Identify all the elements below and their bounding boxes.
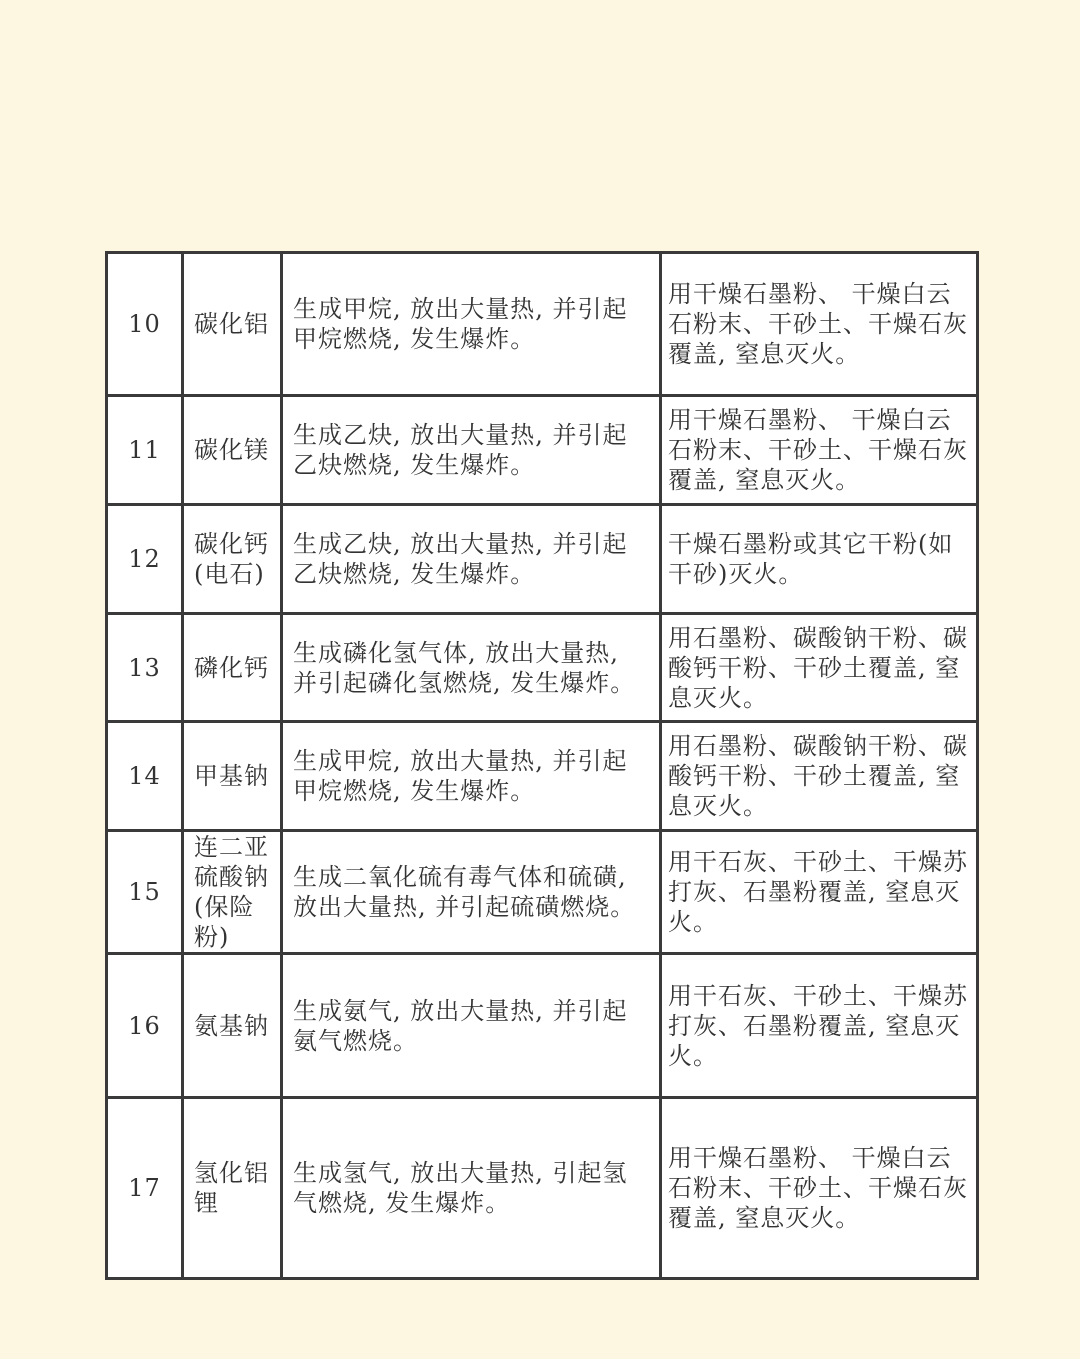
table-row [107, 1098, 978, 1279]
substance-name: 甲基钠 [194, 762, 269, 790]
reaction-cell [282, 396, 661, 505]
row-number-cell [107, 396, 183, 505]
substance-name: 氨基钠 [194, 1011, 269, 1040]
reaction-cell [282, 505, 661, 614]
substance-name-cell [183, 1098, 282, 1279]
table-row [107, 722, 978, 831]
extinguish-text: 用干燥石墨粉、 干燥白云石粉末、干砂土、干燥石灰覆盖, 窒息灭火。 [668, 406, 968, 494]
extinguish-cell [661, 954, 978, 1098]
row-number: 11 [128, 436, 161, 464]
row-number-cell [107, 722, 183, 831]
extinguish-cell [661, 831, 978, 954]
extinguish-text: 用干燥石墨粉、 干燥白云石粉末、干砂土、干燥石灰覆盖, 窒息灭火。 [668, 280, 968, 368]
extinguish-cell [661, 253, 978, 396]
row-number: 17 [128, 1174, 161, 1202]
extinguish-text: 用干石灰、干砂土、干燥苏打灰、石墨粉覆盖, 窒息灭火。 [668, 848, 968, 936]
substance-name-cell [183, 505, 282, 614]
substance-name-cell [183, 722, 282, 831]
reaction-cell [282, 253, 661, 396]
reaction-text: 生成甲烷, 放出大量热, 并引起甲烷燃烧, 发生爆炸。 [293, 295, 628, 353]
substance-name-cell [183, 831, 282, 954]
reaction-cell [282, 722, 661, 831]
reaction-text: 生成磷化氢气体, 放出大量热, 并引起磷化氢燃烧, 发生爆炸。 [293, 638, 636, 697]
row-number-cell [107, 1098, 183, 1279]
reaction-text: 生成氨气, 放出大量热, 并引起氨气燃烧。 [293, 996, 628, 1055]
substance-name: 氢化铝锂 [194, 1159, 269, 1217]
extinguish-cell [661, 505, 978, 614]
reaction-cell [282, 1098, 661, 1279]
substance-name-cell [183, 614, 282, 722]
row-number: 15 [128, 878, 161, 906]
reaction-text: 生成二氧化硫有毒气体和硫磺, 放出大量热, 并引起硫磺燃烧。 [293, 863, 636, 921]
row-number-cell [107, 505, 183, 614]
table-row [107, 505, 978, 614]
row-number: 16 [128, 1011, 161, 1040]
reaction-text: 生成乙炔, 放出大量热, 并引起乙炔燃烧, 发生爆炸。 [293, 421, 628, 479]
substance-name-cell [183, 396, 282, 505]
substance-name: 磷化钙 [194, 653, 269, 682]
extinguish-text: 用石墨粉、碳酸钠干粉、碳酸钙干粉、干砂土覆盖, 窒息灭火。 [668, 623, 968, 712]
row-number: 10 [128, 310, 161, 338]
substance-name: 连二亚硫酸钠(保险粉) [194, 833, 269, 951]
table-row [107, 396, 978, 505]
row-number-cell [107, 954, 183, 1098]
reaction-cell [282, 831, 661, 954]
table-row [107, 831, 978, 954]
extinguish-cell [661, 396, 978, 505]
row-number-cell [107, 614, 183, 722]
reaction-cell [282, 954, 661, 1098]
hazard-table [105, 251, 979, 1280]
table-row [107, 954, 978, 1098]
extinguish-text: 用石墨粉、碳酸钠干粉、碳酸钙干粉、干砂土覆盖, 窒息灭火。 [668, 732, 968, 820]
row-number: 13 [128, 653, 161, 682]
table-row [107, 614, 978, 722]
substance-name: 碳化钙(电石) [194, 530, 269, 588]
reaction-cell [282, 614, 661, 722]
substance-name: 碳化镁 [194, 436, 269, 464]
row-number-cell [107, 253, 183, 396]
substance-name-cell [183, 954, 282, 1098]
substance-name: 碳化铝 [194, 310, 269, 338]
table-row [107, 253, 978, 396]
extinguish-text: 用干燥石墨粉、 干燥白云石粉末、干砂土、干燥石灰覆盖, 窒息灭火。 [668, 1144, 968, 1232]
extinguish-text: 用干石灰、干砂土、干燥苏打灰、石墨粉覆盖, 窒息灭火。 [668, 981, 968, 1070]
extinguish-cell [661, 614, 978, 722]
reaction-text: 生成氢气, 放出大量热, 引起氢气燃烧, 发生爆炸。 [293, 1159, 628, 1217]
substance-name-cell [183, 253, 282, 396]
reaction-text: 生成甲烷, 放出大量热, 并引起甲烷燃烧, 发生爆炸。 [293, 747, 628, 805]
extinguish-cell [661, 722, 978, 831]
row-number: 14 [128, 762, 161, 790]
extinguish-cell [661, 1098, 978, 1279]
row-number-cell [107, 831, 183, 954]
extinguish-text: 干燥石墨粉或其它干粉(如干砂)灭火。 [668, 530, 954, 588]
reaction-text: 生成乙炔, 放出大量热, 并引起乙炔燃烧, 发生爆炸。 [293, 530, 628, 588]
row-number: 12 [128, 545, 161, 573]
